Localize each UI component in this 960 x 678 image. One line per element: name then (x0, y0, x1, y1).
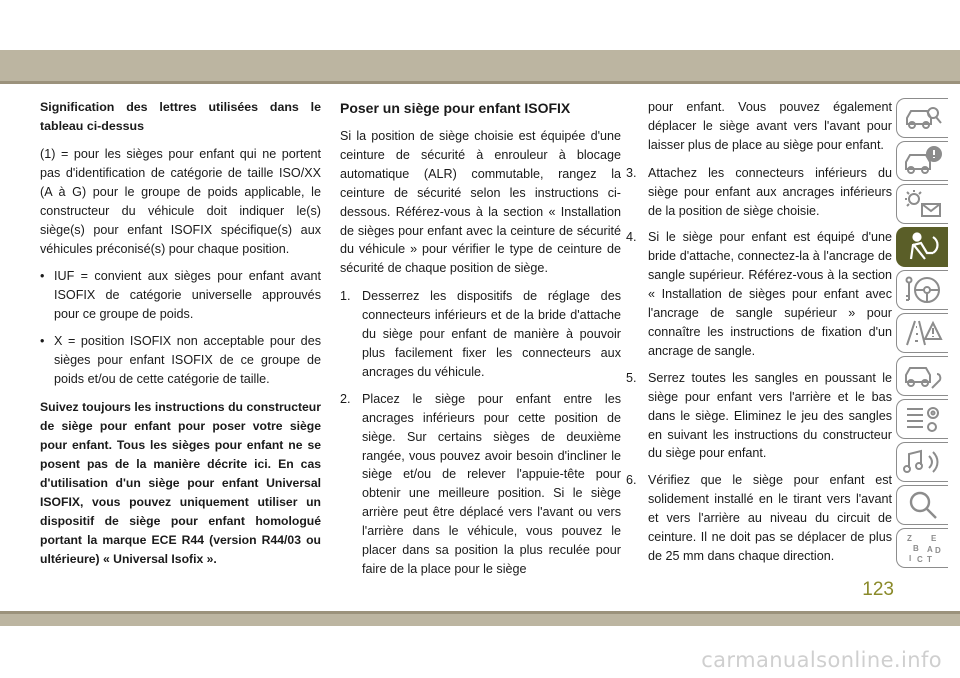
footer-band (0, 614, 960, 626)
step-text: Placez le siège pour enfant entre les ancrages inférieurs pour cette position de siège. Sur certains sièges de deuxième rangée, vous pouvez avoir besoin d'incliner le siège et/ou de relever l'appuie-tête pour obtenir une meilleure position. Si le siège arrière peut être déplacé vers l'avant ou vers l'arrière dans le véhicule, vous pouvez le placer dans sa position la plus reculée pour faire de la place pour le siège (362, 391, 621, 576)
step-number: 5. (626, 370, 637, 385)
step-item (340, 390, 621, 579)
step-text: Attachez les connecteurs inférieurs du siège pour enfant aux ancrages inférieurs de la position de siège choisie. (648, 165, 892, 218)
paragraph-note-1: (1) = pour les sièges pour enfant qui ne portent pas d'identification de catégorie de taille ISO/XX (A à G) pour le groupe de poids applicable, le constructeur du véhicule doit indiquer le(s) siège(s) pour enfant ISOFIX spécifique(s) aux véhicules préconisé(s) pour chaque position. (40, 147, 321, 256)
bullet-mark: • (40, 269, 45, 284)
step-item (626, 228, 892, 360)
language-letters-icon (903, 532, 943, 564)
chapter-tabs (896, 98, 948, 571)
tab-multimedia[interactable] (896, 442, 948, 482)
step-continuation: pour enfant. Vous pouvez également déplacer le siège avant vers l'avant pour laisser plus de place au siège pour enfant. (648, 100, 892, 152)
seatbelt-airbag-icon (903, 231, 943, 263)
letter: A (926, 545, 933, 554)
bullet-item-iuf (40, 267, 321, 324)
car-warning-icon (903, 145, 943, 177)
step-item (626, 471, 892, 566)
car-search-icon (903, 102, 943, 134)
magnifier-index-icon (903, 489, 943, 521)
section-heading-letters: Signification des lettres utilisées dans le tableau ci-dessus (40, 100, 321, 133)
paragraph-intro: Si la position de siège choisie est équipée d'une ceinture de sécurité à enrouleur à blocage automatique (ALR) commutable, rangez la ceinture de sécurité selon les instructions ci-dessous. Référez-vous à la section « Installation de sièges pour enfant avec la ceinture de sécurité du véhicule » pour vérifier le type de ceinture de sécurité de chaque position de siège. (340, 129, 621, 276)
step-number: 1. (340, 289, 351, 304)
tab-index[interactable] (896, 485, 948, 525)
steering-key-icon (903, 274, 943, 306)
step-text: Si le siège pour enfant est équipé d'une bride d'attache, connectez-la à l'ancrage de sangle supérieur. Référez-vous à la section « Installation de sièges pour enfant avec l'ancrage de sangle supérieur » pour connaître les instructions de fixation d'un ancrage de sangle. (648, 230, 892, 358)
step-number: 4. (626, 230, 637, 245)
tab-car-wrench[interactable] (896, 356, 948, 396)
step-item (340, 287, 621, 382)
steps-list-a (340, 287, 621, 579)
header-band-line (0, 81, 960, 84)
tab-lights-message[interactable] (896, 184, 948, 224)
car-wrench-icon (903, 360, 943, 392)
bullet-text: X = position ISOFIX non acceptable pour des sièges pour enfant ISOFIX de ce groupe de poids et/ou de cette catégorie de taille. (54, 334, 321, 386)
road-warning-icon (903, 317, 943, 349)
warning-paragraph: Suivez toujours les instructions du constructeur de siège pour enfant pour poser votre siège pour enfant. Tous les sièges pour enfant ne se posent pas de la manière décrite ici. En cas d'utilisation d'un siège pour enfant Universal ISOFIX, vous pouvez uniquement utiliser un dispositif de siège pour enfant homologué portant la marque ECE R44 (version R44/03 ou ultérieure) « Universal Isofix ». (40, 399, 321, 566)
letter: Z (906, 534, 912, 543)
tab-steering-key[interactable] (896, 270, 948, 310)
step-number: 2. (340, 391, 351, 406)
letter: T (926, 555, 932, 564)
letter: C (916, 555, 923, 564)
letter: B (912, 544, 919, 553)
step-item (626, 164, 892, 221)
step-number: 3. (626, 165, 637, 180)
lights-message-icon (903, 188, 943, 220)
tab-seatbelt-airbag[interactable] (896, 227, 948, 267)
column-left (40, 98, 321, 578)
column-right (626, 98, 892, 574)
step-text: Desserrez les dispositifs de réglage des connecteurs inférieurs et de la bride d'attache du siège pour enfant de manière à pouvoir plus facilement fixer les connecteurs aux ancrages du véhicule. (362, 289, 621, 379)
bullet-list (40, 267, 321, 388)
letter: I (908, 554, 911, 563)
step-text: Vérifiez que le siège pour enfant est solidement installé en le tirant vers l'avant et vers l'arrière au niveau du circuit de ceinture. Il ne doit pas se déplacer de plus de 25 mm dans chaque direction. (648, 473, 892, 563)
top-margin (0, 0, 960, 50)
section-heading-isofix: Poser un siège pour enfant ISOFIX (340, 100, 571, 116)
bullet-item-x (40, 332, 321, 389)
tab-language[interactable] (896, 528, 948, 568)
tab-road-warning[interactable] (896, 313, 948, 353)
column-middle (340, 98, 621, 587)
steps-list-b (626, 164, 892, 566)
letter: E (930, 534, 936, 543)
step-number: 6. (626, 473, 637, 488)
multimedia-icon (903, 446, 943, 478)
page-number: 123 (862, 579, 894, 600)
letter: D (934, 546, 941, 555)
specifications-gear-icon (903, 403, 943, 435)
watermark: carmanualsonline.info (701, 648, 942, 672)
tab-specifications[interactable] (896, 399, 948, 439)
tab-car-warning[interactable] (896, 141, 948, 181)
bullet-text: IUF = convient aux sièges pour enfant avant ISOFIX de catégorie universelle approuvés pour ce groupe de poids. (54, 269, 321, 322)
tab-car-search[interactable] (896, 98, 948, 138)
step-text: Serrez toutes les sangles en poussant le siège pour enfant vers l'arrière et le bas dans le siège. Eliminez le jeu des sangles en suivant les instructions du constructeur du siège pour enfant. (648, 370, 892, 461)
header-band (0, 50, 960, 81)
bullet-mark: • (40, 334, 45, 349)
step-item (626, 369, 892, 464)
